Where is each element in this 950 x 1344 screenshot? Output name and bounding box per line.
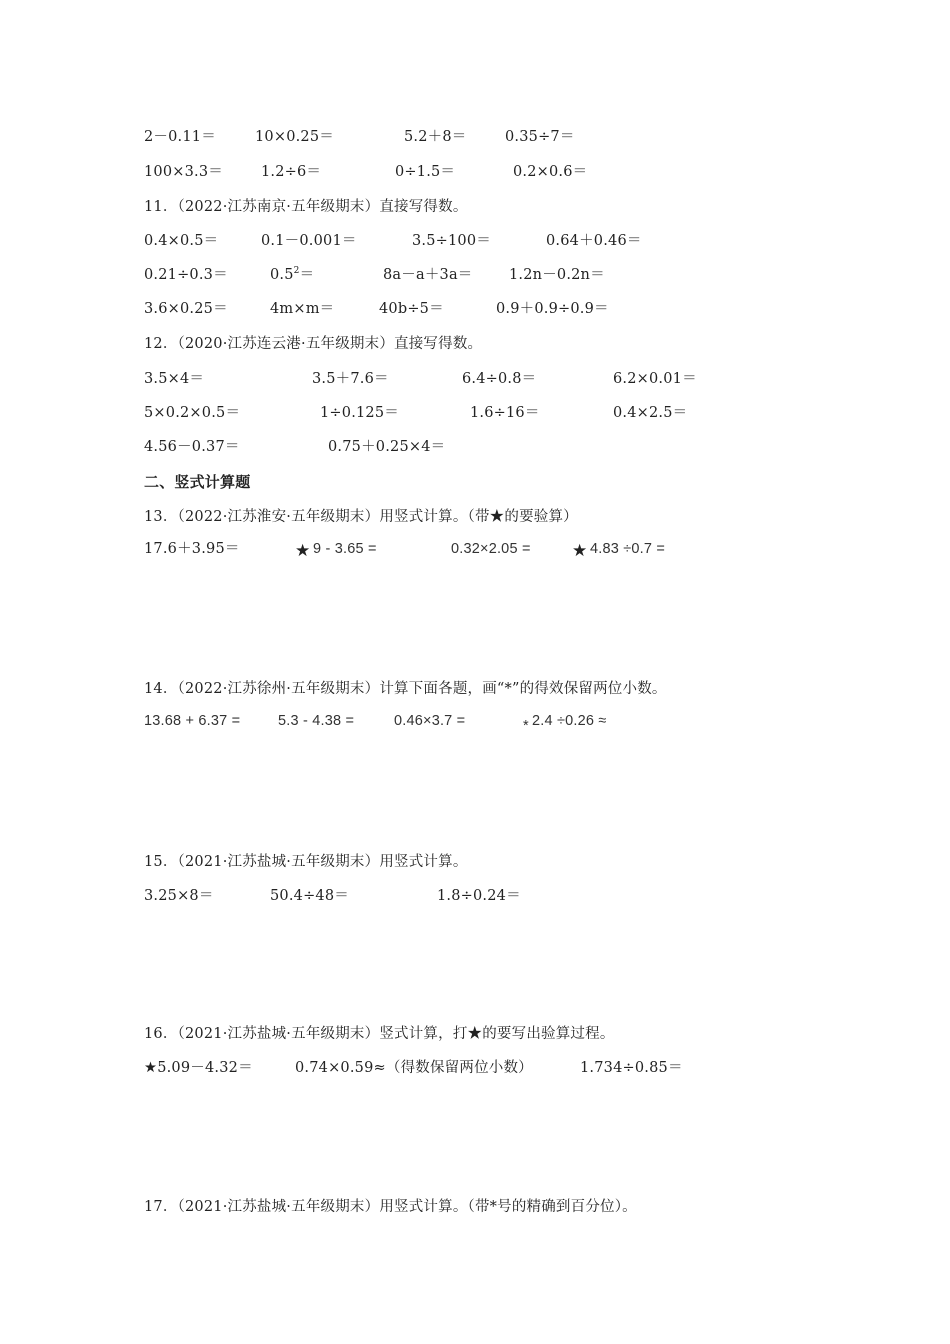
calc-item: 6.2×0.01＝ bbox=[613, 371, 697, 387]
calc-item: 1.2n－0.2n＝ bbox=[509, 267, 605, 283]
calc-item: 4m×m＝ bbox=[270, 301, 335, 317]
question-title: 12．（2020·江苏连云港·五年级期末）直接写得数。 bbox=[144, 336, 483, 352]
calc-item: 0.4×0.5＝ bbox=[144, 233, 219, 249]
calc-row-2 bbox=[0, 161, 950, 185]
calc-item: 4.83 ÷0.7 = bbox=[590, 541, 666, 557]
calc-item-power bbox=[270, 264, 314, 286]
calc-row-1 bbox=[0, 126, 950, 150]
question-17-title bbox=[0, 1196, 950, 1220]
q11-row-1 bbox=[0, 230, 950, 254]
question-12-title bbox=[0, 333, 950, 357]
calc-item: 3.5÷100＝ bbox=[412, 233, 491, 249]
calc-item: 100×3.3＝ bbox=[144, 164, 223, 180]
calc-item: 1÷0.125＝ bbox=[320, 405, 399, 421]
calc-item: 0.75＋0.25×4＝ bbox=[328, 439, 446, 455]
calc-item: 0.64＋0.46＝ bbox=[546, 233, 642, 249]
calc-item: 1.6÷16＝ bbox=[470, 405, 540, 421]
calc-item: 9 - 3.65 = bbox=[313, 541, 377, 557]
calc-item: 3.5×4＝ bbox=[144, 371, 205, 387]
calc-item: 3.5＋7.6＝ bbox=[312, 371, 389, 387]
calc-item: 0.74×0.59≈（得数保留两位小数） bbox=[295, 1060, 533, 1076]
q16-row bbox=[0, 1057, 950, 1081]
question-title: 17．（2021·江苏盐城·五年级期末）用竖式计算。（带*号的精确到百分位）。 bbox=[144, 1199, 637, 1215]
question-title: 11．（2022·江苏南京·五年级期末）直接写得数。 bbox=[144, 199, 468, 215]
calc-item: 1.8÷0.24＝ bbox=[437, 888, 521, 904]
calc-item: 2.4 ÷0.26 ≈ bbox=[532, 713, 607, 729]
asterisk-mark: * bbox=[523, 718, 529, 734]
calc-item: 2－0.11＝ bbox=[144, 129, 216, 145]
question-title: 13．（2022·江苏淮安·五年级期末）用竖式计算。（带★的要验算） bbox=[144, 509, 578, 525]
calc-item: 5.2＋8＝ bbox=[404, 129, 467, 145]
equals-sign: ＝ bbox=[299, 267, 315, 283]
calc-item: 10×0.25＝ bbox=[255, 129, 334, 145]
calc-item: 50.4÷48＝ bbox=[270, 888, 349, 904]
calc-item: 0.1－0.001＝ bbox=[261, 233, 357, 249]
calc-item: 0.35÷7＝ bbox=[505, 129, 575, 145]
power-base: 0.5 bbox=[270, 267, 294, 283]
star-icon: ★ bbox=[572, 541, 588, 561]
calc-item: 0÷1.5＝ bbox=[395, 164, 456, 180]
power-exponent: 2 bbox=[293, 266, 300, 276]
q12-row-1 bbox=[0, 368, 950, 392]
calc-item: ★5.09－4.32＝ bbox=[144, 1060, 253, 1076]
calc-item: 0.21÷0.3＝ bbox=[144, 267, 228, 283]
question-16-title bbox=[0, 1023, 950, 1047]
calc-item: 3.25×8＝ bbox=[144, 888, 214, 904]
q12-row-2 bbox=[0, 402, 950, 426]
question-title: 15．（2021·江苏盐城·五年级期末）用竖式计算。 bbox=[144, 854, 468, 870]
calc-item: 3.6×0.25＝ bbox=[144, 301, 228, 317]
section-heading-row bbox=[0, 471, 950, 495]
q13-row bbox=[0, 538, 950, 562]
star-icon: ★ bbox=[295, 541, 311, 561]
calc-item: 5×0.2×0.5＝ bbox=[144, 405, 241, 421]
question-14-title bbox=[0, 678, 950, 702]
question-11-title bbox=[0, 196, 950, 220]
calc-item: 17.6＋3.95＝ bbox=[144, 541, 240, 557]
question-15-title bbox=[0, 851, 950, 875]
calc-item: 0.32×2.05 = bbox=[451, 541, 531, 557]
q15-row bbox=[0, 885, 950, 909]
section-heading: 二、竖式计算题 bbox=[144, 473, 251, 491]
q11-row-3 bbox=[0, 298, 950, 322]
calc-item: 4.56－0.37＝ bbox=[144, 439, 240, 455]
question-title: 14．（2022·江苏徐州·五年级期末）计算下面各题，画“*”的得效保留两位小数。 bbox=[144, 681, 667, 697]
q14-row bbox=[0, 710, 950, 734]
q12-row-3 bbox=[0, 436, 950, 460]
calc-item: 8a－a＋3a＝ bbox=[383, 267, 473, 283]
calc-item: 1.734÷0.85＝ bbox=[580, 1060, 683, 1076]
calc-item: 0.9＋0.9÷0.9＝ bbox=[496, 301, 609, 317]
calc-item: 13.68 + 6.37 = bbox=[144, 713, 241, 729]
q11-row-2 bbox=[0, 264, 950, 288]
calc-item: 6.4÷0.8＝ bbox=[462, 371, 537, 387]
calc-item: 0.4×2.5＝ bbox=[613, 405, 688, 421]
calc-item: 40b÷5＝ bbox=[379, 301, 444, 317]
question-title: 16．（2021·江苏盐城·五年级期末）竖式计算，打★的要写出验算过程。 bbox=[144, 1026, 615, 1042]
question-13-title bbox=[0, 506, 950, 530]
calc-item: 0.46×3.7 = bbox=[394, 713, 466, 729]
calc-item: 0.2×0.6＝ bbox=[513, 164, 588, 180]
calc-item: 5.3 - 4.38 = bbox=[278, 713, 355, 729]
calc-item: 1.2÷6＝ bbox=[261, 164, 322, 180]
